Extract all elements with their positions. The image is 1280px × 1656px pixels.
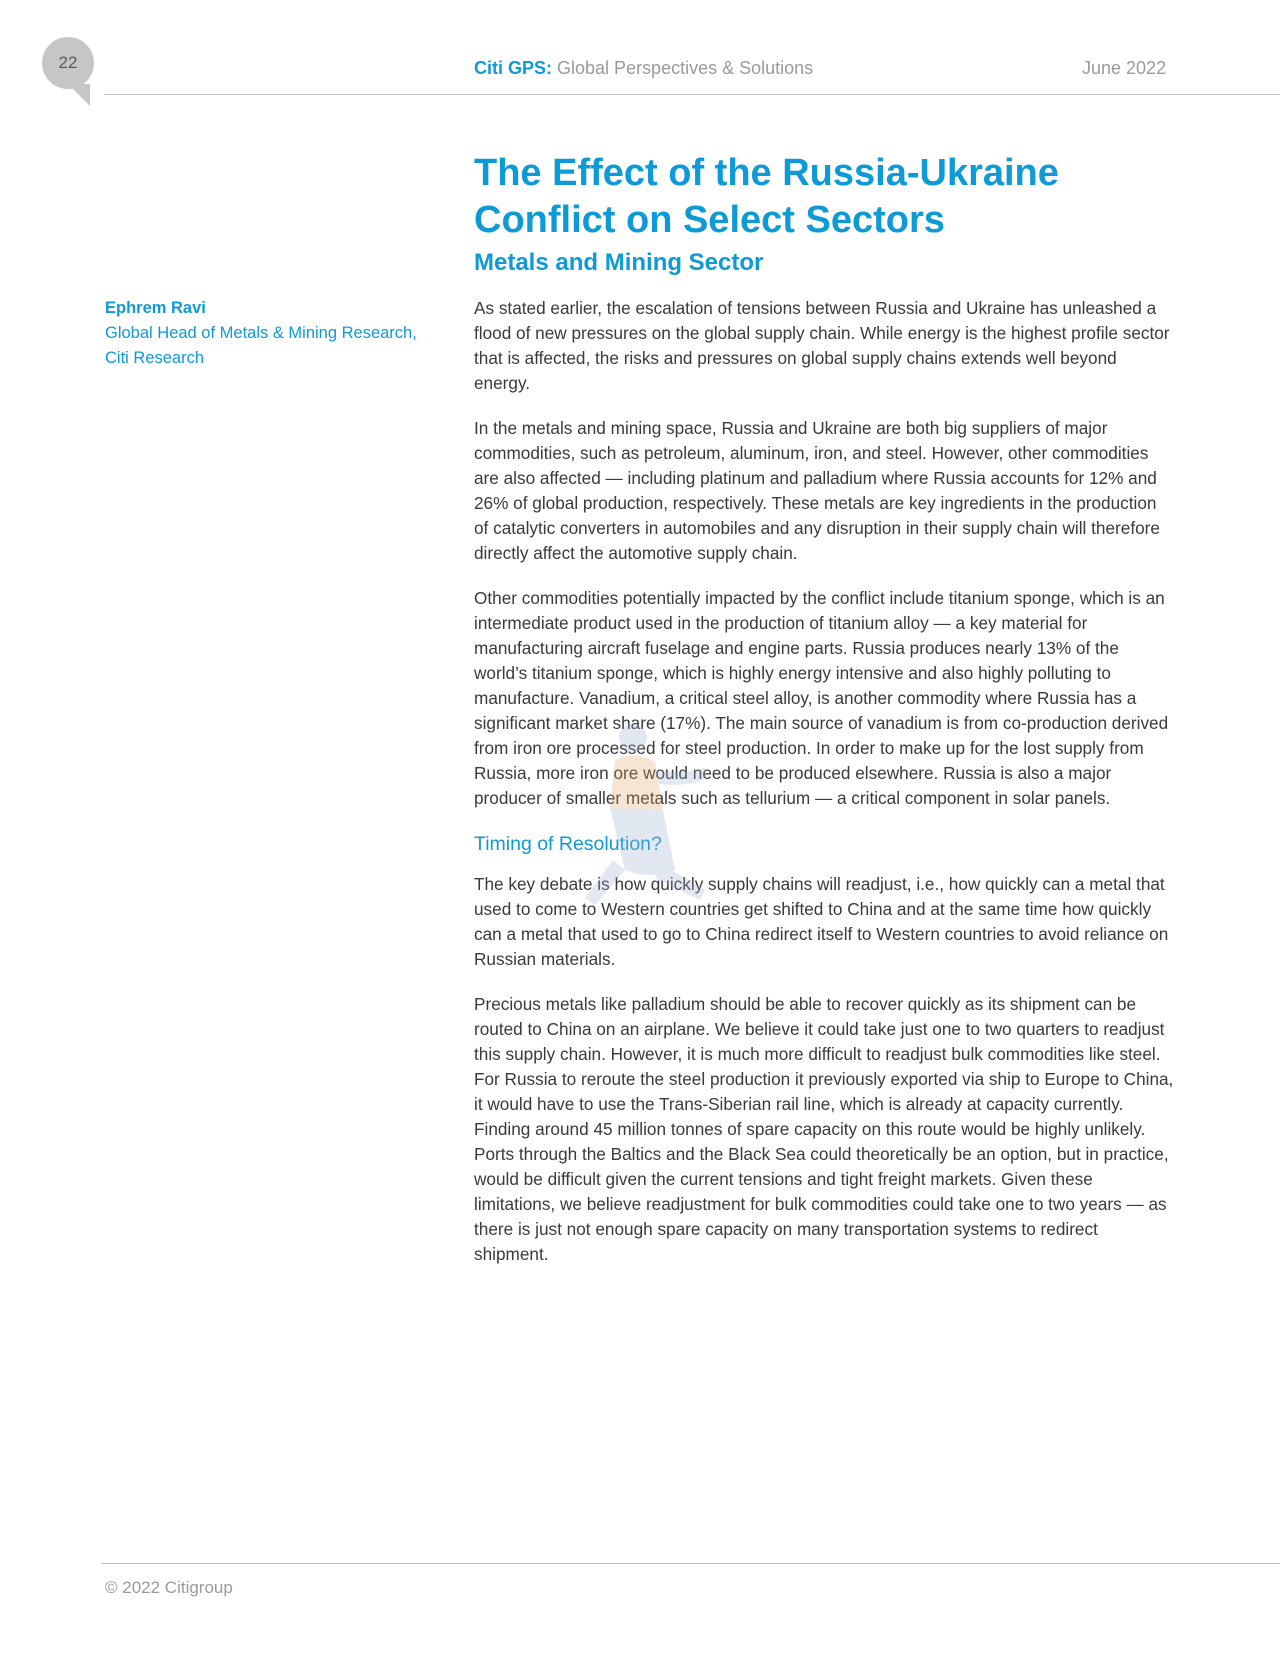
brand-name: Citi GPS: xyxy=(474,58,553,78)
section-subtitle: Metals and Mining Sector xyxy=(474,249,764,276)
header-divider xyxy=(104,94,1280,95)
body-paragraph: As stated earlier, the escalation of tensions between Russia and Ukraine has unleashed a flood of new pressures on the global supply chain. While energy is the highest profile sector that is affected, the risks and pressures on global supply chains extends well beyond energy. xyxy=(474,298,1170,393)
author-name: Ephrem Ravi xyxy=(105,299,206,317)
section-heading: Timing of Resolution? xyxy=(474,833,662,855)
author-role: Global Head of Metals & Mining Research, xyxy=(105,324,417,342)
body-paragraph: The key debate is how quickly supply chains will readjust, i.e., how quickly can a metal that used to come to Western countries get shifted to China and at the same time how quickly can a metal that used to go to China redirect itself to Western countries to avoid reliance on Russian materials. xyxy=(474,874,1169,969)
author-affiliation: Citi Research xyxy=(105,349,205,367)
header-brand xyxy=(474,58,813,79)
page-number-badge: 22 xyxy=(42,37,94,89)
brand-tagline: Global Perspectives & Solutions xyxy=(552,58,814,78)
page-title: The Effect of the Russia-Ukraine Conflict on Select Sectors xyxy=(474,152,1059,241)
page-badge-pointer xyxy=(68,84,90,106)
body-paragraph: Other commodities potentially impacted by the conflict include titanium sponge, which is an intermediate product used in the production of titanium alloy — a key material for manufacturing aircraft fuselage and engine parts. Russia produces nearly 13% of the world’s titanium sponge, which is highly energy intensive and also highly polluting to manufacture. Vanadium, a critical steel alloy, is another commodity where Russia has a significant market share (17%). The main source of vanadium is from co-production derived from iron ore processed for steel production. In order to make up for the lost supply from Russia, more iron ore would need to be produced elsewhere. Russia is also a major producer of smaller metals such as tellurium — a critical component in solar panels. xyxy=(474,588,1169,808)
article-body xyxy=(474,296,1174,1287)
author-block xyxy=(105,296,435,371)
footer-copyright: © 2022 Citigroup xyxy=(105,1578,233,1597)
footer-divider xyxy=(102,1563,1280,1564)
body-paragraph: In the metals and mining space, Russia and Ukraine are both big suppliers of major commodities, such as petroleum, aluminum, iron, and steel. However, other commodities are also affected — including platinum and palladium where Russia accounts for 12% and 26% of global production, respectively. These metals are key ingredients in the production of catalytic converters in automobiles and any disruption in their supply chain will therefore directly affect the automotive supply chain. xyxy=(474,418,1160,563)
body-paragraph: Precious metals like palladium should be able to recover quickly as its shipment can be routed to China on an airplane. We believe it could take just one to two quarters to readjust this supply chain. However, it is much more difficult to readjust bulk commodities like steel. For Russia to reroute the steel production it previously exported via ship to Europe to China, it would have to use the Trans-Siberian rail line, which is already at capacity currently. Finding around 45 million tonnes of spare capacity on this route would be highly unlikely. Ports through the Baltics and the Black Sea could theoretically be an option, but in practice, would be difficult given the current tensions and tight freight markets. Given these limitations, we believe readjustment for bulk commodities could take one to two years — as there is just not enough spare capacity on many transportation systems to redirect shipment. xyxy=(474,994,1174,1264)
header-date: June 2022 xyxy=(1082,58,1167,78)
